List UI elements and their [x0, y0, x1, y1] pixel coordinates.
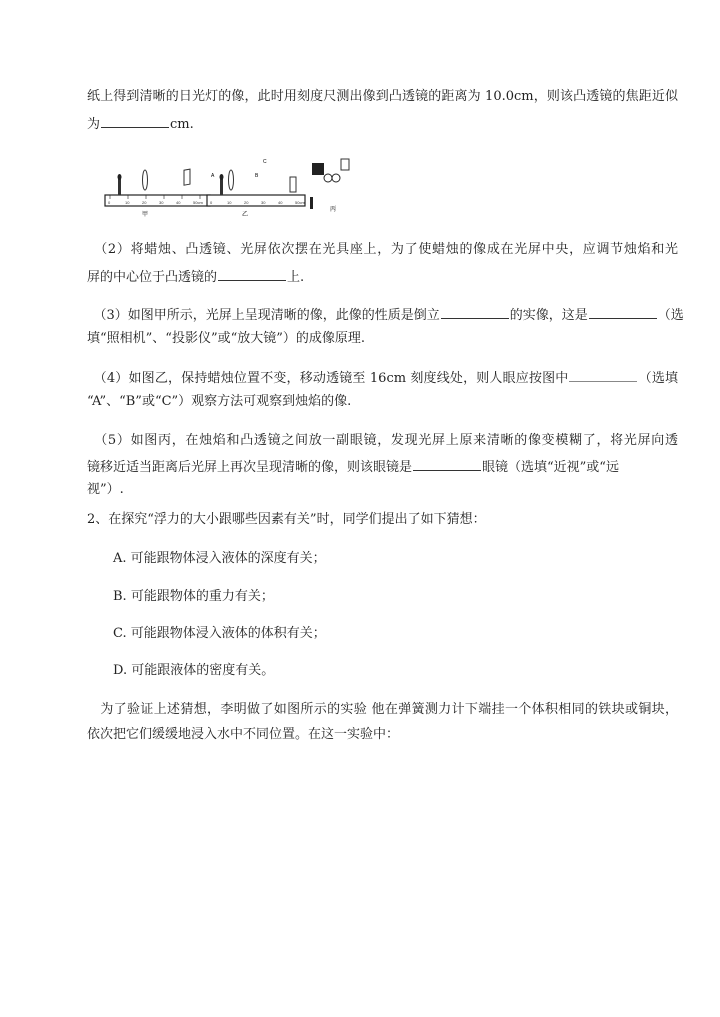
text-segment: 屏的中心位于凸透镜的: [87, 270, 218, 285]
text-line: [87, 330, 678, 348]
text-line: [87, 481, 678, 499]
text-segment: （选: [657, 308, 684, 323]
text-segment: 为: [87, 117, 101, 132]
figure-label-yi: 乙: [241, 212, 249, 217]
ruler-tick-label: 30: [261, 200, 266, 205]
text-segment: （选填: [638, 371, 678, 386]
answer-blank[interactable]: [569, 368, 637, 382]
text-line: [87, 588, 678, 606]
ruler-tick-label: 50cm: [295, 200, 305, 205]
ruler-tick-label: 0: [210, 200, 213, 205]
ruler-tick-label: 20: [142, 200, 147, 205]
text-line: [87, 511, 678, 529]
text-segment: 镜移近适当距离后光屏上再次呈现清晰的像，则该眼镜是: [87, 460, 413, 475]
ruler-tick-label: 10: [125, 200, 130, 205]
figure-label-a: A: [211, 173, 215, 179]
text-line: [87, 662, 678, 680]
text-line: [87, 393, 678, 411]
answer-blank[interactable]: [413, 457, 481, 471]
answer-blank[interactable]: [218, 267, 286, 281]
text-segment: 依次把它们缓缓地浸入水中不同位置。在这一实验中：: [87, 727, 400, 742]
text-segment: “A”、“B”或“C”）观察方法可观察到烛焰的像.: [87, 394, 352, 409]
screen-icon: [184, 169, 190, 185]
text-line: [87, 267, 678, 287]
figure-yi: [207, 159, 305, 217]
text-line: [87, 368, 678, 388]
text-line: [87, 305, 684, 325]
text-segment: （2）将蜡烛、凸透镜、光屏依次摆在光具座上，为了使蜡烛的像成在光屏中央，应调节烛焰和光: [87, 242, 678, 257]
figure-label-jia: 甲: [141, 212, 149, 217]
text-line: [87, 457, 678, 477]
text-segment: 眼镜（选填“近视”或“远: [482, 460, 619, 475]
text-segment: 上.: [287, 270, 305, 285]
text-segment: C. 可能跟物体浸入液体的体积有关；: [87, 626, 326, 641]
ruler-tick-label: 30: [159, 200, 164, 205]
answer-blank[interactable]: [441, 305, 509, 319]
text-line: [87, 241, 678, 259]
ruler-tick-label: 40: [176, 200, 181, 205]
text-line: [87, 550, 678, 568]
ruler-tick-label: 10: [227, 200, 232, 205]
text-segment: 2、在探究“浮力的大小跟哪些因素有关”时，同学们提出了如下猜想：: [87, 512, 486, 527]
text-line: [87, 726, 678, 744]
optics-figure: [100, 155, 370, 217]
answer-blank[interactable]: [589, 305, 657, 319]
text-line: [87, 114, 678, 134]
answer-blank[interactable]: [101, 114, 169, 128]
figure-label-bing: 丙: [330, 207, 337, 213]
ruler-tick-label: 50cm: [193, 200, 203, 205]
figure-label-c: C: [263, 159, 267, 165]
text-segment: 为了验证上述猜想，李明做了如图所示的实验 他在弹簧测力计下端挂一个体积相同的铁块或铜块，: [87, 702, 678, 717]
text-segment: A. 可能跟物体浸入液体的深度有关；: [87, 551, 326, 566]
ruler-tick-label: 20: [244, 200, 249, 205]
text-segment: D. 可能跟液体的密度有关。: [87, 663, 275, 678]
text-line: [87, 432, 678, 450]
glasses-icon: [312, 163, 324, 175]
text-segment: 纸上得到清晰的日光灯的像，此时用刻度尺测出像到凸透镜的距离为 10.0cm，则该凸透镜的焦距近似: [87, 89, 678, 104]
text-segment: B. 可能跟物体的重力有关；: [87, 589, 274, 604]
lens-icon: [143, 170, 148, 190]
ruler-tick-label: 0: [108, 200, 111, 205]
text-segment: 的实像，这是: [509, 308, 588, 323]
text-segment: （3）如图甲所示，光屏上呈现清晰的像，此像的性质是倒立: [87, 308, 440, 323]
figure-jia: [105, 169, 210, 217]
text-line: [87, 88, 678, 106]
text-segment: 填“照相机”、“投影仪”或“放大镜”）的成像原理.: [87, 331, 366, 346]
text-line: [87, 625, 678, 643]
figure-label-b: B: [255, 173, 259, 179]
text-segment: （5）如图丙，在烛焰和凸透镜之间放一副眼镜，发现光屏上原来清晰的像变模糊了，将光屏向透: [87, 433, 678, 448]
candle-icon: [118, 179, 121, 195]
ruler-tick-label: 40: [278, 200, 283, 205]
text-segment: 视”）.: [87, 482, 124, 497]
figure-bing: [310, 159, 349, 213]
text-segment: cm.: [170, 117, 194, 132]
text-segment: （4）如图乙，保持蜡烛位置不变，移动透镜至 16cm 刻度线处，则人眼应按图中: [87, 371, 569, 386]
text-line: [87, 701, 678, 719]
